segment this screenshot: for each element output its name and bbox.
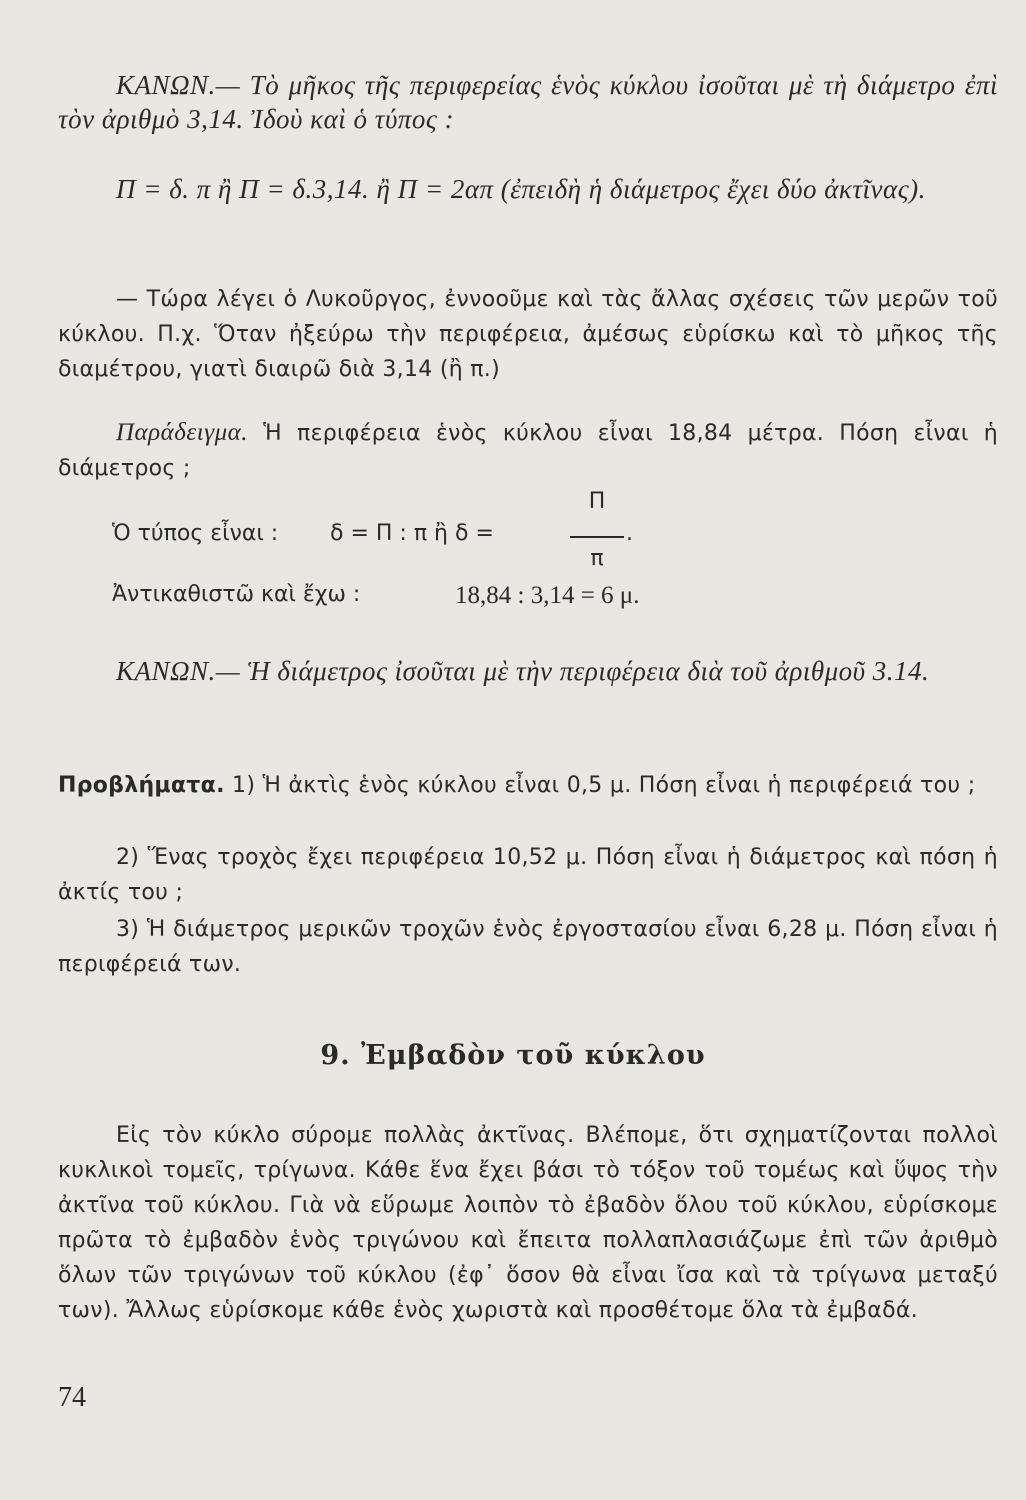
formula-diameter-lead: Ὁ τύπος εἶναι : [112, 521, 279, 546]
formula-circumference-text: Π = δ. π ἢ Π = δ.3,14. ἢ Π = 2απ (ἐπειδὴ ἡ διάμετρος ἔχει δύο ἀκτῖνας). [116, 174, 926, 204]
fraction-denominator: π [590, 546, 604, 571]
area-paragraph [58, 1118, 998, 1328]
fraction-numerator: Π [588, 489, 606, 514]
page-number: 74 [58, 1382, 86, 1413]
substitution-lead: Ἀντικαθιστῶ καὶ ἔχω : [112, 582, 361, 607]
paragraph-lykourgos [58, 282, 998, 387]
problem-2-text: 2) Ἕνας τροχὸς ἔχει περιφέρεια 10,52 μ. Πόση εἶναι ἡ διάμετρος καὶ πόση ἡ ἀκτίς του ; [58, 845, 998, 905]
problems-label: Προβλήματα. [58, 773, 225, 798]
formula-diameter-end: . [626, 521, 633, 546]
problem-3 [58, 912, 998, 982]
paragraph-lykourgos-text: — Τώρα λέγει ὁ Λυκοῦργος, ἐννοοῦμε καὶ τὰς ἄλλας σχέσεις τῶν μερῶν τοῦ κύκλου. Π.χ. Ὅταν ἠξεύρω τὴν περιφέρεια, ἀμέσως εὑρίσκω καὶ τὸ μῆκος τῆς διαμέτρου, γιατὶ διαιρῶ διὰ 3,14 (ἢ π.) [58, 287, 998, 382]
problem-2 [58, 840, 998, 910]
formula-diameter-eq: δ = Π : π ἢ δ = [330, 521, 494, 546]
rule-diameter [58, 654, 998, 688]
problem-3-text: 3) Ἡ διάμετρος μερικῶν τροχῶν ἑνὸς ἐργοστασίου εἶναι 6,28 μ. Πόση εἶναι ἡ περιφέρειά των. [58, 917, 998, 977]
rule-circumference-text: ΚΑΝΩΝ.— Τὸ μῆκος τῆς περιφερείας ἑνὸς κύκλου ἰσοῦται μὲ τὴ διάμετρο ἐπὶ τὸν ἀριθμὸ 3,14. Ἰδοὺ καὶ ὁ τύπος : [58, 70, 998, 134]
fraction-bar [570, 536, 624, 538]
problem-1-text: 1) Ἡ ἀκτὶς ἑνὸς κύκλου εἶναι 0,5 μ. Πόση εἶναι ἡ περιφέρειά του ; [232, 773, 976, 798]
rule-diameter-text: ΚΑΝΩΝ.— Ἡ διάμετρος ἰσοῦται μὲ τὴν περιφέρεια διὰ τοῦ ἀριθμοῦ 3.14. [116, 656, 930, 686]
section-heading: 9. Ἐμβαδὸν τοῦ κύκλου [320, 1040, 706, 1071]
example-label: Παράδειγμα. [116, 419, 248, 446]
example-paragraph [58, 416, 998, 486]
example-text: Ἡ περιφέρεια ἑνὸς κύκλου εἶναι 18,84 μέτρα. Πόση εἶναι ἡ διάμετρος ; [58, 421, 998, 481]
problem-1 [58, 768, 998, 803]
area-paragraph-text: Εἰς τὸν κύκλο σύρομε πολλὰς ἀκτῖνας. Βλέπομε, ὅτι σχηματίζονται πολλοὶ κυκλικοὶ τομεῖς, τρίγωνα. Κάθε ἕνα ἔχει βάσι τὸ τόξον τοῦ τομέως καὶ ὕψος τὴν ἀκτῖνα τοῦ κύκλου. Γιὰ νὰ εὕρωμε λοιπὸν τὸ ἐβαδὸν ὅλου τοῦ κύκλου, εὑρίσκομε πρῶτα τὸ ἐμβαδὸν ἑνὸς τριγώνου καὶ ἔπειτα πολλαπλασιάζωμε ἐπὶ τῶν ἀριθμὸ ὅλων τῶν τριγώνων τοῦ κύκλου (ἐφ᾿ ὅσον θὰ εἶναι ἴσα καὶ τὰ τρίγωνα μεταξύ των). Ἄλλως εὑρίσκομε κάθε ἑνὸς χωριστὰ καὶ προσθέτομε ὅλα τὰ ἐμβαδά. [58, 1123, 998, 1323]
formula-circumference [58, 172, 998, 206]
substitution-eq: 18,84 : 3,14 = 6 μ. [455, 582, 640, 609]
rule-circumference [58, 68, 998, 136]
